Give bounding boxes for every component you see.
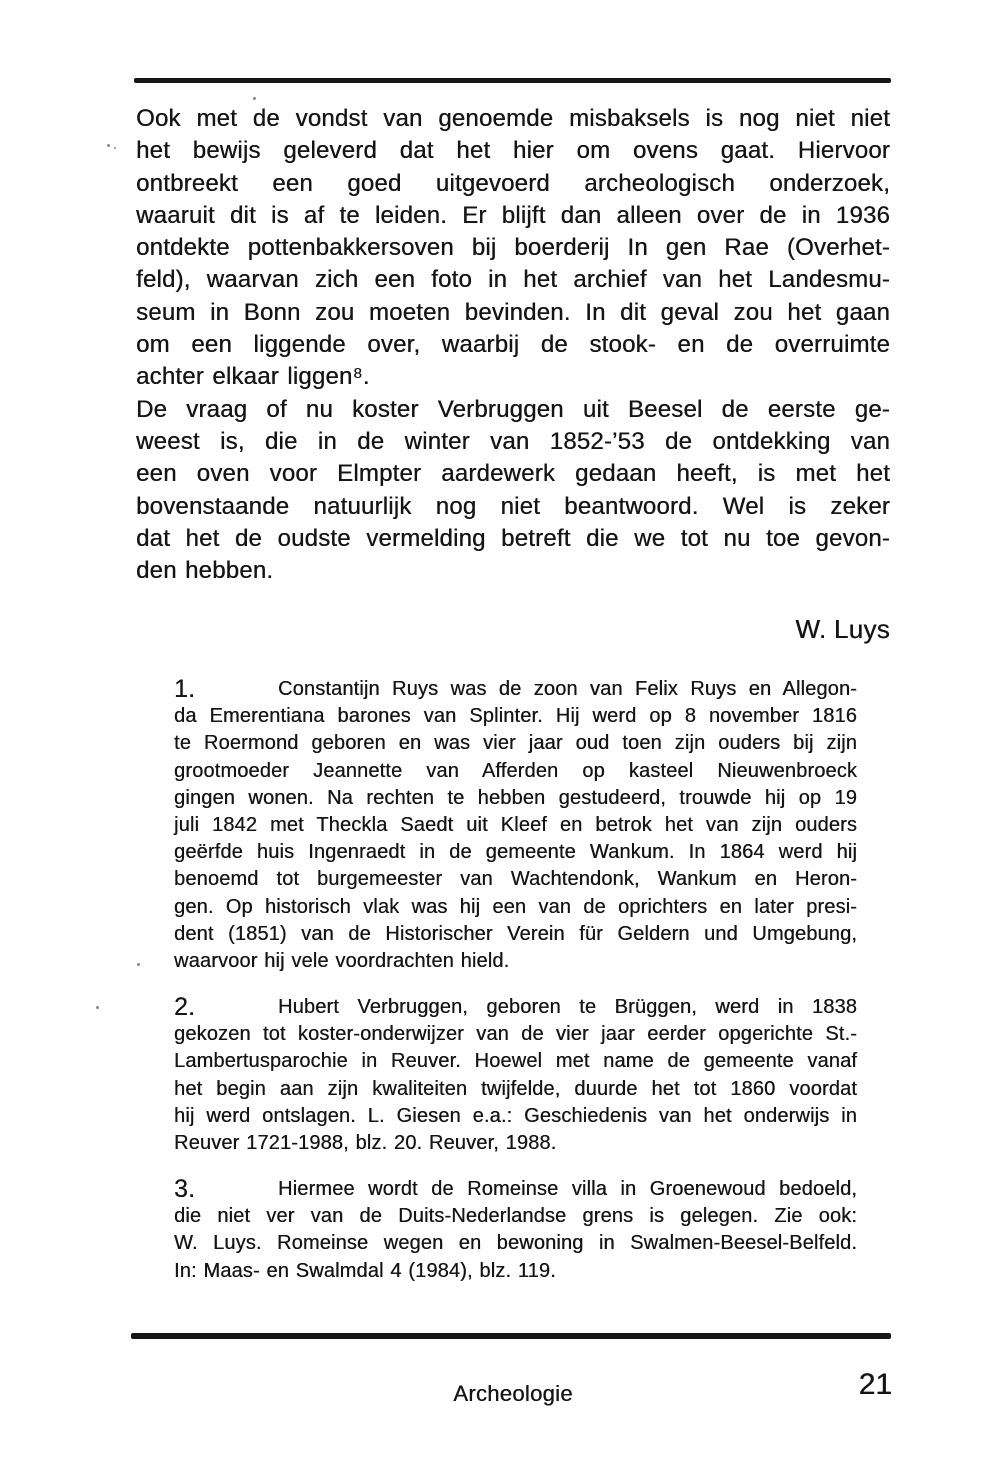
text-line (174, 1176, 857, 1203)
scan-artifact-dot (137, 963, 140, 966)
text-line: die niet ver van de Duits-Nederlandse grens is gelegen. Zie ook: (174, 1205, 857, 1228)
top-rule (134, 78, 891, 83)
journal-section-title: Archeologie (453, 1381, 573, 1406)
paragraph (136, 103, 890, 394)
text-line: seum in Bonn zou moeten bevinden. In dit geval zou het gaan (136, 298, 890, 326)
text-line: het bewijs geleverd dat het hier om ovens gaat. Hiervoor (136, 137, 890, 165)
scan-artifact-dot (107, 144, 110, 147)
footnote (174, 676, 857, 975)
footnote (174, 1176, 857, 1285)
text-line: waarvoor hij vele voordrachten hield. (174, 950, 510, 973)
text-line: benoemd tot burgemeester van Wachtendonk, Wankum en Heron- (174, 868, 857, 891)
footnote-number: 2. (174, 993, 196, 1021)
text-line: hij werd ontslagen. L. Giesen e.a.: Geschiedenis van het onderwijs in (174, 1104, 857, 1127)
text-line: De vraag of nu koster Verbruggen uit Beesel de eerste ge- (136, 395, 890, 423)
text-line: den hebben. (136, 557, 274, 585)
text-line: ontbreekt een goed uitgevoerd archeologisch onderzoek, (136, 169, 890, 197)
text-line: ontdekte pottenbakkersoven bij boerderij In gen Rae (Overhet- (136, 234, 890, 262)
text-line: waaruit dit is af te leiden. Er blijft dan alleen over de in 1936 (136, 201, 890, 229)
text-line: Lambertusparochie in Reuver. Hoewel met name de gemeente vanaf (174, 1050, 857, 1073)
text-line: da Emerentiana barones van Splinter. Hij werd op 8 november 1816 (174, 705, 857, 728)
text-line: geërfde huis Ingenraedt in de gemeente Wankum. In 1864 werd hij (174, 841, 857, 864)
text-line: gingen wonen. Na rechten te hebben gestudeerd, trouwde hij op 19 (174, 786, 857, 809)
text-line: In: Maas- en Swalmdal 4 (1984), blz. 119. (174, 1259, 556, 1282)
text-line (174, 994, 857, 1021)
scan-artifact-dot (114, 147, 116, 149)
scan-artifact-dot (253, 97, 256, 100)
text-line: juli 1842 met Theckla Saedt uit Kleef en betrok het van zijn ouders (174, 814, 857, 837)
text-line: Reuver 1721-1988, blz. 20. Reuver, 1988. (174, 1132, 557, 1155)
text-line: Ook met de vondst van genoemde misbaksels is nog niet niet (136, 105, 890, 132)
text-line: grootmoeder Jeannette van Afferden op kasteel Nieuwenbroeck (174, 759, 857, 782)
text-line: een oven voor Elmpter aardewerk gedaan heeft, is met het (136, 460, 890, 488)
text-line: dent (1851) van de Historischer Verein für Geldern und Umgebung, (174, 922, 857, 945)
text-line: W. Luys. Romeinse wegen en bewoning in Swalmen-Beesel-Belfeld. (174, 1232, 857, 1255)
author-signature: W. Luys (795, 614, 890, 644)
text-line: bovenstaande natuurlijk nog niet beantwoord. Wel is zeker (136, 492, 890, 520)
text-line (174, 676, 857, 703)
footnote-first-line-text: Hiermee wordt de Romeinse villa in Groenewoud bedoeld, (278, 1178, 857, 1200)
paragraph (136, 394, 890, 588)
page-number: 21 (858, 1368, 892, 1401)
bottom-rule (131, 1333, 891, 1339)
footnote-first-line-text: Hubert Verbruggen, geboren te Brüggen, werd in 1838 (278, 996, 857, 1018)
scan-artifact-dot (96, 1006, 99, 1009)
text-line: dat het de oudste vermelding betreft die we tot nu toe gevon- (136, 524, 890, 552)
text-line: gekozen tot koster-onderwijzer van de vier jaar eerder opgerichte St.- (174, 1023, 857, 1046)
footnote-number: 1. (174, 675, 196, 703)
footnote (174, 994, 857, 1157)
text-line: weest is, die in de winter van 1852-’53 de ontdekking van (136, 427, 890, 455)
footnote-first-line-text: Constantijn Ruys was de zoon van Felix Ruys en Allegon- (278, 678, 857, 700)
body-text (136, 103, 890, 587)
footnote-number: 3. (174, 1175, 196, 1203)
text-line: om een liggende over, waarbij de stook- en de overruimte (136, 331, 890, 359)
text-line: het begin aan zijn kwaliteiten twijfelde, duurde het tot 1860 voordat (174, 1077, 857, 1100)
text-line: te Roermond geboren en was vier jaar oud toen zijn ouders bij zijn (174, 732, 857, 755)
text-line: feld), waarvan zich een foto in het archief van het Landesmu- (136, 266, 890, 294)
text-line: achter elkaar liggen⁸. (136, 363, 370, 391)
text-line: gen. Op historisch vlak was hij een van de oprichters en later presi- (174, 895, 857, 918)
